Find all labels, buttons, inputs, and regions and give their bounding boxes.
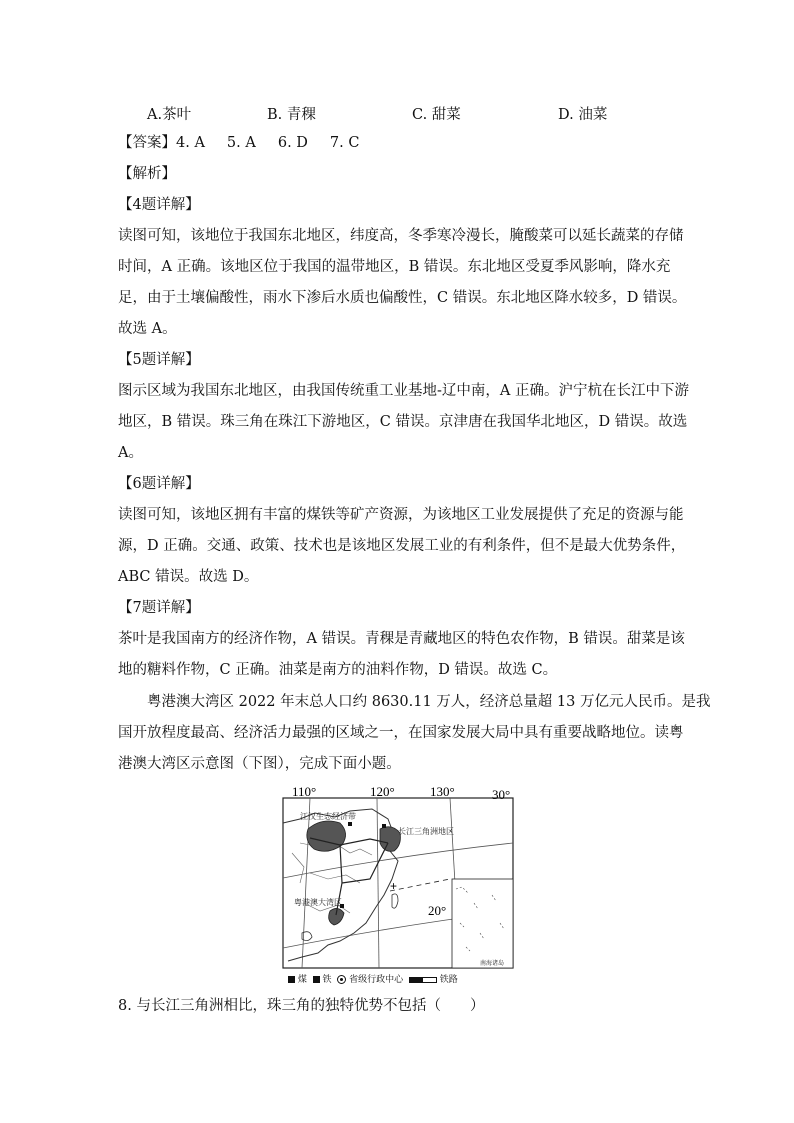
q4-line: 时间，A 正确。该地区位于我国的温带地区，B 错误。东北地区受夏季风影响，降水充 <box>118 259 671 275</box>
q5-title: 【5题详解】 <box>118 352 200 368</box>
q4-line: 故选 A。 <box>118 321 177 337</box>
q8-question: 8. 与长江三角洲相比，珠三角的独特优势不包括（ ） <box>118 998 485 1014</box>
coal-marker <box>382 824 386 828</box>
label-greater-bay: 粤港澳大湾区 <box>294 898 342 907</box>
legend-coal: 煤 <box>297 975 307 985</box>
option-d: D. 油菜 <box>558 107 608 123</box>
inset-label: 南海诸岛 <box>480 960 505 967</box>
analysis-label: 【解析】 <box>118 166 176 182</box>
coal-marker <box>348 822 352 826</box>
answer-item: 7. C <box>329 135 360 151</box>
map-legend <box>288 972 458 985</box>
inset-frame <box>452 879 513 968</box>
railway-legend-icon <box>409 977 437 983</box>
sea-route <box>390 879 450 891</box>
capital-legend-icon <box>337 975 346 984</box>
intro-line: 国开放程度最高、经济活力最强的区域之一，在国家发展大局中具有重要战略地位。读粤 <box>118 725 684 741</box>
taiwan <box>392 894 398 908</box>
lon-120-line <box>377 798 379 968</box>
q7-title: 【7题详解】 <box>118 600 200 616</box>
lon-110-line <box>302 798 310 968</box>
intro-line: 港澳大湾区示意图（下图），完成下面小题。 <box>118 756 401 772</box>
legend-capital: 省级行政中心 <box>349 975 404 985</box>
lon-label-130: 130° <box>430 784 455 799</box>
q4-line: 读图可知，该地位于我国东北地区，纬度高，冬季寒冷漫长，腌酸菜可以延长蔬菜的存储 <box>118 228 684 244</box>
q5-line: 图示区域为我国东北地区，由我国传统重工业基地-辽中南，A 正确。沪宁杭在长江中下游 <box>118 383 689 399</box>
lat-label-30: 30° <box>492 787 511 802</box>
intro-line: 粤港澳大湾区 2022 年末总人口约 8630.11 万人，经济总量超 13 万亿元人民币。是我 <box>147 694 711 710</box>
lat-label-20: 20° <box>428 903 447 918</box>
answer-label: 【答案】 <box>118 135 176 151</box>
map-figure <box>280 783 520 988</box>
answer-item: 5. A <box>226 135 256 151</box>
option-c: C. 甜菜 <box>412 107 461 123</box>
answer-item: 6. D <box>277 135 308 151</box>
option-a: A.茶叶 <box>147 107 192 123</box>
coal-legend-icon <box>288 976 295 983</box>
q5-line: A。 <box>118 445 143 461</box>
label-yangtze-delta: 长江三角洲地区 <box>398 827 454 836</box>
answer-item: 4. A <box>176 135 205 151</box>
q6-line: 读图可知，该地区拥有丰富的煤铁等矿产资源，为该地区工业发展提供了充足的资源与能 <box>118 507 684 523</box>
q6-line: 源，D 正确。交通、政策、技术也是该地区发展工业的有利条件，但不是最大优势条件， <box>118 538 686 554</box>
q6-title: 【6题详解】 <box>118 476 200 492</box>
q7-line: 茶叶是我国南方的经济作物，A 错误。青稞是青藏地区的特色农作物，B 错误。甜菜是该 <box>118 631 685 647</box>
q5-line: 地区，B 错误。珠三角在珠江下游地区，C 错误。京津唐在我国华北地区，D 错误。故选 <box>118 414 688 430</box>
option-b: B. 青稞 <box>267 107 316 123</box>
plus-mark: + <box>390 879 398 893</box>
q4-title: 【4题详解】 <box>118 197 200 213</box>
legend-iron: 铁 <box>322 975 332 985</box>
lon-label-110: 110° <box>292 784 317 799</box>
legend-railway: 铁路 <box>439 975 458 985</box>
lon-label-120: 120° <box>370 784 395 799</box>
q6-line: ABC 错误。故选 D。 <box>118 569 259 585</box>
q7-line: 地的糖料作物，C 正确。油菜是南方的油料作物，D 错误。故选 C。 <box>118 662 558 678</box>
q4-line: 足，由于土壤偏酸性，雨水下渗后水质也偏酸性，C 错误。东北地区降水较多，D 错误。 <box>118 290 687 306</box>
map-svg <box>280 783 520 988</box>
iron-legend-icon <box>313 976 320 983</box>
label-jianghan: 江汉生态经济带 <box>300 812 356 821</box>
answer-row <box>118 133 359 153</box>
